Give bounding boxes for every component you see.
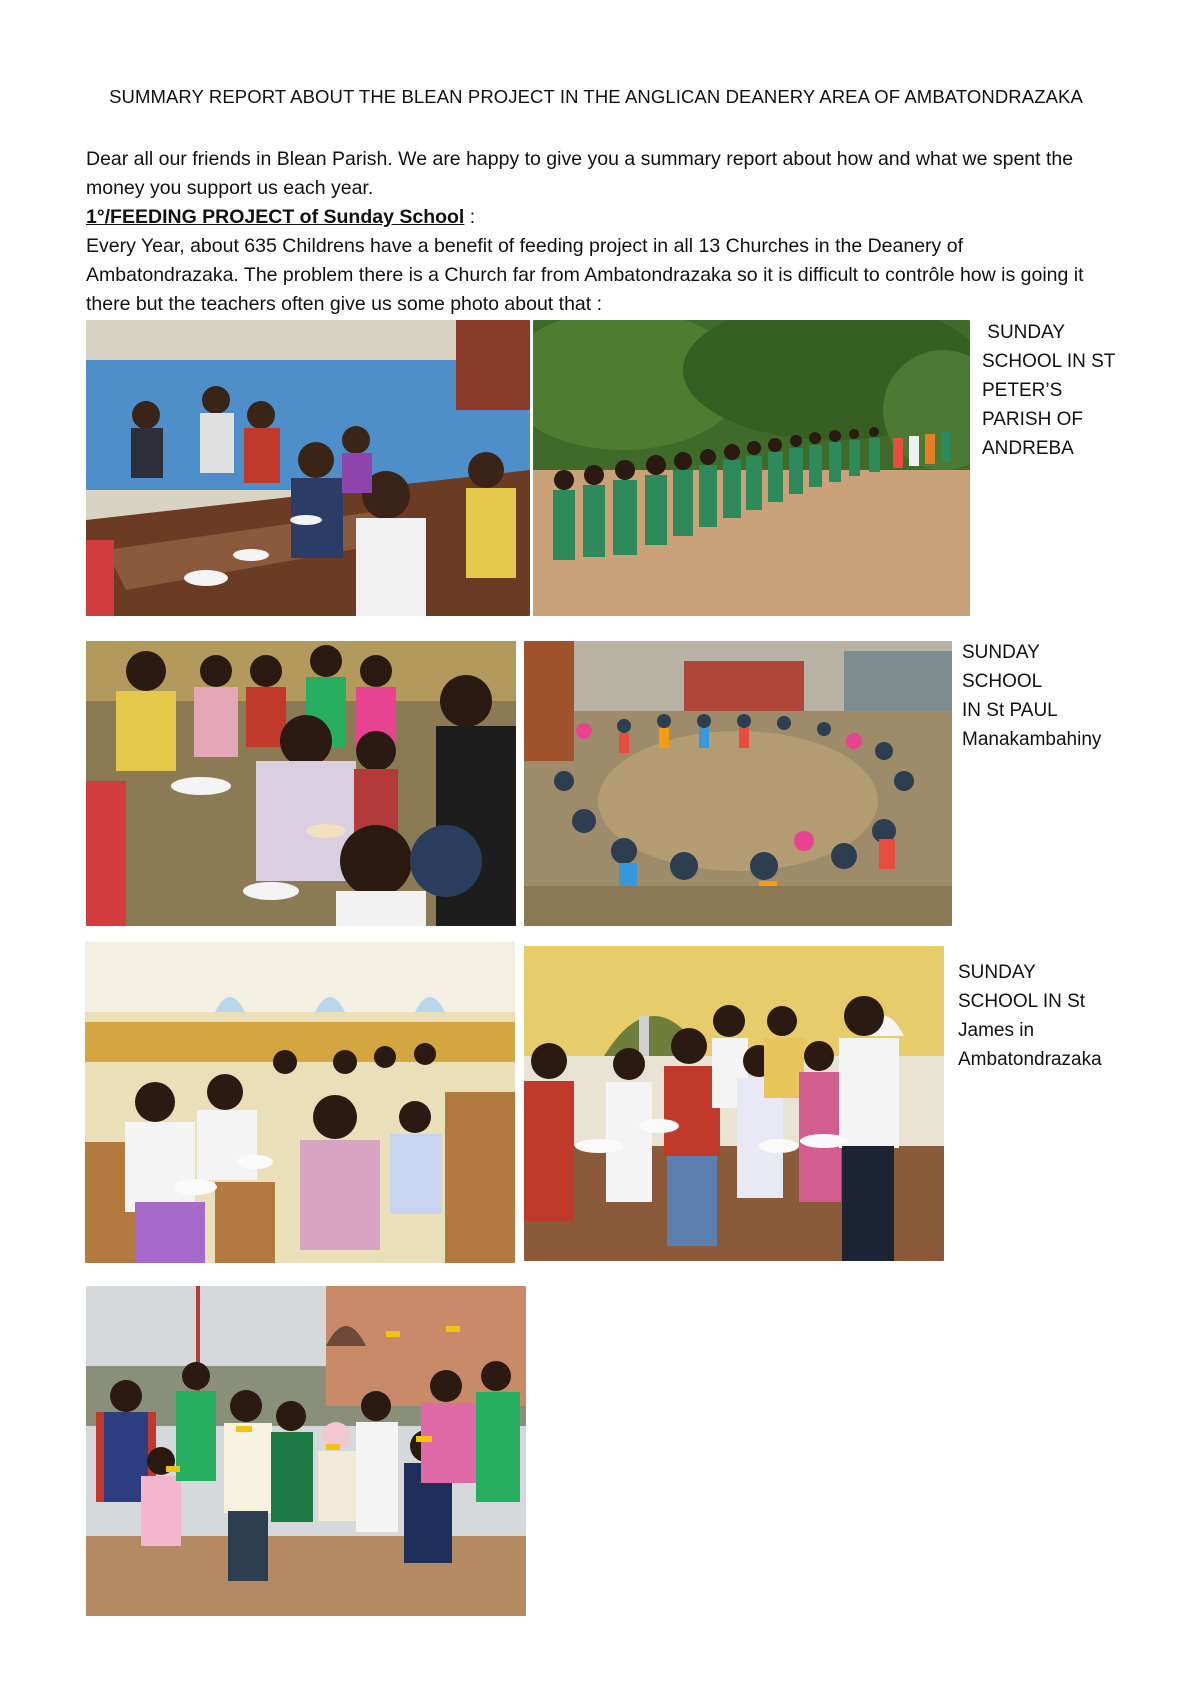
- photo-children-circle-outdoors: [524, 641, 952, 926]
- caption-line: SUNDAY: [962, 642, 1040, 663]
- caption-line: Ambatondrazaka: [958, 1049, 1102, 1070]
- caption-line: PARISH OF: [982, 409, 1083, 430]
- photo-children-holding-plates-church: [524, 946, 944, 1261]
- caption-st-peter: [982, 318, 1132, 463]
- caption-st-paul: [962, 638, 1112, 754]
- caption-line: SCHOOL: [962, 671, 1043, 692]
- caption-line: ANDREBA: [982, 438, 1074, 459]
- photo-children-with-bananas: [86, 1286, 526, 1616]
- caption-line: Manakambahiny: [962, 729, 1102, 750]
- photo-children-eating-classroom: [86, 320, 530, 616]
- section-heading-line: [86, 203, 1106, 232]
- caption-line: PETER’S: [982, 380, 1063, 401]
- photo-children-served-rice: [86, 641, 516, 926]
- photo-children-eating-church-pews: [85, 942, 515, 1263]
- caption-line: SCHOOL IN ST: [982, 351, 1116, 372]
- section-body: Every Year, about 635 Childrens have a benefit of feeding project in all 13 Churches in the Deanery of Ambatondrazaka. The problem there is a Church far from Ambatondrazaka so it is difficult to contrôle how is going it there but the teachers often give us some photo about that :: [86, 235, 1084, 315]
- caption-line: SUNDAY: [982, 322, 1066, 343]
- photo-children-queue-green-uniforms: [533, 320, 970, 616]
- intro-paragraph: Dear all our friends in Blean Parish. We are happy to give you a summary report about how and what we spent the money you support us each year.: [86, 148, 1074, 199]
- document-title: SUMMARY REPORT ABOUT THE BLEAN PROJECT IN THE ANGLICAN DEANERY AREA OF AMBATONDRAZAKA: [109, 86, 1083, 107]
- caption-line: IN St PAUL: [962, 700, 1058, 721]
- caption-line: James in: [958, 1020, 1035, 1041]
- caption-line: SCHOOL IN St: [958, 991, 1086, 1012]
- section-heading: 1°/FEEDING PROJECT of Sunday School: [86, 206, 465, 228]
- section-heading-suffix: :: [464, 206, 476, 228]
- caption-line: SUNDAY: [958, 962, 1036, 983]
- caption-st-james: [958, 958, 1108, 1074]
